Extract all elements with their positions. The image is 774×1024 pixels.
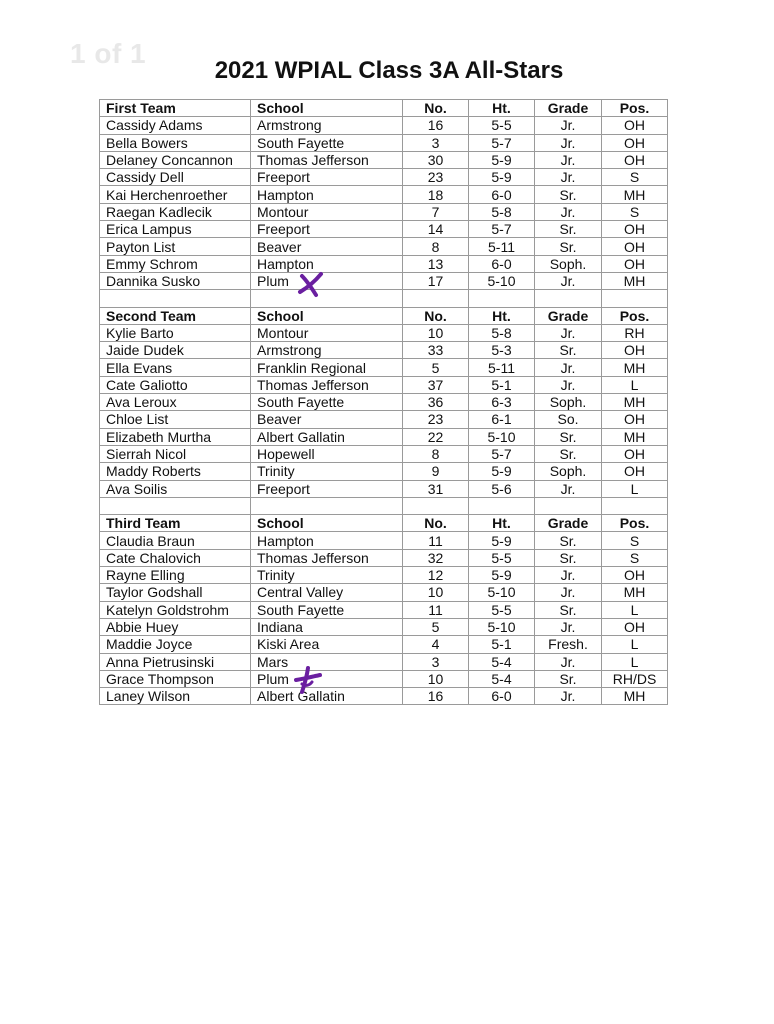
player-row — [100, 636, 668, 653]
position: OH — [602, 221, 668, 238]
school: Freeport — [251, 221, 403, 238]
jersey-number: 9 — [403, 463, 469, 480]
player-row — [100, 411, 668, 428]
column-header-school: School — [251, 100, 403, 117]
school: Montour — [251, 203, 403, 220]
school: Freeport — [251, 169, 403, 186]
player-name: Abbie Huey — [100, 618, 251, 635]
player-name: Claudia Braun — [100, 532, 251, 549]
grade: Jr. — [535, 324, 602, 341]
grade: Jr. — [535, 151, 602, 168]
column-header-jersey-number: No. — [403, 515, 469, 532]
empty-cell — [535, 497, 602, 514]
player-name: Chloe List — [100, 411, 251, 428]
team-header-row — [100, 307, 668, 324]
grade: Soph. — [535, 463, 602, 480]
jersey-number: 10 — [403, 584, 469, 601]
player-row — [100, 653, 668, 670]
height: 5-10 — [469, 272, 535, 289]
jersey-number: 16 — [403, 117, 469, 134]
height: 5-9 — [469, 169, 535, 186]
player-name: Rayne Elling — [100, 567, 251, 584]
height: 6-0 — [469, 186, 535, 203]
school: Trinity — [251, 567, 403, 584]
player-name: Dannika Susko — [100, 272, 251, 289]
jersey-number: 12 — [403, 567, 469, 584]
school: South Fayette — [251, 394, 403, 411]
empty-cell — [100, 497, 251, 514]
position: OH — [602, 411, 668, 428]
jersey-number: 14 — [403, 221, 469, 238]
team-name-header: First Team — [100, 100, 251, 117]
grade: Jr. — [535, 653, 602, 670]
grade: Sr. — [535, 186, 602, 203]
height: 6-0 — [469, 255, 535, 272]
all-stars-table — [99, 99, 668, 705]
height: 5-10 — [469, 618, 535, 635]
player-name: Sierrah Nicol — [100, 445, 251, 462]
jersey-number: 31 — [403, 480, 469, 497]
school: Thomas Jefferson — [251, 151, 403, 168]
height: 5-11 — [469, 238, 535, 255]
jersey-number: 13 — [403, 255, 469, 272]
grade: Sr. — [535, 532, 602, 549]
school: Kiski Area — [251, 636, 403, 653]
player-name: Erica Lampus — [100, 221, 251, 238]
team-header-row — [100, 515, 668, 532]
column-header-school: School — [251, 515, 403, 532]
empty-cell — [251, 497, 403, 514]
school: Mars — [251, 653, 403, 670]
school: South Fayette — [251, 134, 403, 151]
position: MH — [602, 359, 668, 376]
player-row — [100, 670, 668, 687]
grade: Jr. — [535, 480, 602, 497]
player-name: Ava Leroux — [100, 394, 251, 411]
school: Freeport — [251, 480, 403, 497]
grade: Fresh. — [535, 636, 602, 653]
height: 5-7 — [469, 445, 535, 462]
height: 5-9 — [469, 532, 535, 549]
player-row — [100, 376, 668, 393]
grade: Sr. — [535, 670, 602, 687]
empty-cell — [469, 497, 535, 514]
jersey-number: 5 — [403, 618, 469, 635]
player-name: Ava Soilis — [100, 480, 251, 497]
jersey-number: 5 — [403, 359, 469, 376]
player-row — [100, 324, 668, 341]
empty-cell — [403, 497, 469, 514]
column-header-grade: Grade — [535, 100, 602, 117]
height: 5-6 — [469, 480, 535, 497]
position: L — [602, 636, 668, 653]
empty-cell — [602, 497, 668, 514]
grade: Jr. — [535, 203, 602, 220]
jersey-number: 3 — [403, 134, 469, 151]
grade: Soph. — [535, 255, 602, 272]
grade: Sr. — [535, 342, 602, 359]
position: MH — [602, 688, 668, 705]
position: OH — [602, 151, 668, 168]
spacer-row — [100, 290, 668, 307]
school: Albert Gallatin — [251, 428, 403, 445]
grade: Jr. — [535, 376, 602, 393]
position: MH — [602, 186, 668, 203]
column-header-grade: Grade — [535, 515, 602, 532]
empty-cell — [535, 290, 602, 307]
grade: Jr. — [535, 584, 602, 601]
height: 5-10 — [469, 584, 535, 601]
position: OH — [602, 342, 668, 359]
height: 5-9 — [469, 567, 535, 584]
jersey-number: 23 — [403, 169, 469, 186]
empty-cell — [251, 290, 403, 307]
height: 5-1 — [469, 636, 535, 653]
school: Beaver — [251, 411, 403, 428]
player-name: Maddy Roberts — [100, 463, 251, 480]
grade: Jr. — [535, 272, 602, 289]
school: South Fayette — [251, 601, 403, 618]
position: OH — [602, 117, 668, 134]
height: 6-1 — [469, 411, 535, 428]
player-row — [100, 169, 668, 186]
jersey-number: 7 — [403, 203, 469, 220]
school: Plum — [251, 670, 403, 687]
player-name: Anna Pietrusinski — [100, 653, 251, 670]
column-header-position: Pos. — [602, 307, 668, 324]
player-row — [100, 688, 668, 705]
school: Armstrong — [251, 342, 403, 359]
position: L — [602, 480, 668, 497]
grade: Sr. — [535, 428, 602, 445]
player-name: Elizabeth Murtha — [100, 428, 251, 445]
height: 5-9 — [469, 151, 535, 168]
jersey-number: 16 — [403, 688, 469, 705]
grade: Jr. — [535, 169, 602, 186]
column-header-height: Ht. — [469, 515, 535, 532]
position: MH — [602, 584, 668, 601]
jersey-number: 4 — [403, 636, 469, 653]
jersey-number: 33 — [403, 342, 469, 359]
position: OH — [602, 463, 668, 480]
height: 5-7 — [469, 221, 535, 238]
height: 5-4 — [469, 670, 535, 687]
player-row — [100, 394, 668, 411]
player-name: Katelyn Goldstrohm — [100, 601, 251, 618]
school: Indiana — [251, 618, 403, 635]
position: OH — [602, 445, 668, 462]
height: 5-7 — [469, 134, 535, 151]
player-row — [100, 480, 668, 497]
grade: Sr. — [535, 221, 602, 238]
position: MH — [602, 394, 668, 411]
height: 5-4 — [469, 653, 535, 670]
player-row — [100, 255, 668, 272]
school: Hampton — [251, 186, 403, 203]
school: Albert Gallatin — [251, 688, 403, 705]
jersey-number: 10 — [403, 324, 469, 341]
player-row — [100, 342, 668, 359]
school: Armstrong — [251, 117, 403, 134]
height: 5-8 — [469, 324, 535, 341]
school: Franklin Regional — [251, 359, 403, 376]
team-name-header: Third Team — [100, 515, 251, 532]
page-title: 2021 WPIAL Class 3A All-Stars — [214, 57, 564, 84]
height: 5-10 — [469, 428, 535, 445]
grade: Jr. — [535, 567, 602, 584]
school: Hampton — [251, 255, 403, 272]
player-row — [100, 445, 668, 462]
player-row — [100, 532, 668, 549]
column-header-grade: Grade — [535, 307, 602, 324]
position: L — [602, 653, 668, 670]
jersey-number: 10 — [403, 670, 469, 687]
position: S — [602, 549, 668, 566]
height: 6-0 — [469, 688, 535, 705]
player-row — [100, 272, 668, 289]
player-row — [100, 428, 668, 445]
empty-cell — [100, 290, 251, 307]
grade: Jr. — [535, 134, 602, 151]
school: Hampton — [251, 532, 403, 549]
player-name: Raegan Kadlecik — [100, 203, 251, 220]
player-name: Cate Chalovich — [100, 549, 251, 566]
column-header-jersey-number: No. — [403, 307, 469, 324]
jersey-number: 37 — [403, 376, 469, 393]
column-header-position: Pos. — [602, 100, 668, 117]
jersey-number: 17 — [403, 272, 469, 289]
grade: Sr. — [535, 445, 602, 462]
column-header-position: Pos. — [602, 515, 668, 532]
position: OH — [602, 255, 668, 272]
jersey-number: 30 — [403, 151, 469, 168]
spacer-row — [100, 497, 668, 514]
height: 6-3 — [469, 394, 535, 411]
player-row — [100, 549, 668, 566]
school: Plum — [251, 272, 403, 289]
player-name: Emmy Schrom — [100, 255, 251, 272]
height: 5-5 — [469, 549, 535, 566]
grade: Sr. — [535, 549, 602, 566]
player-row — [100, 151, 668, 168]
player-name: Ella Evans — [100, 359, 251, 376]
player-row — [100, 618, 668, 635]
player-row — [100, 186, 668, 203]
position: L — [602, 601, 668, 618]
player-row — [100, 221, 668, 238]
position: S — [602, 169, 668, 186]
height: 5-3 — [469, 342, 535, 359]
player-name: Delaney Concannon — [100, 151, 251, 168]
player-name: Cate Galiotto — [100, 376, 251, 393]
grade: Jr. — [535, 359, 602, 376]
jersey-number: 3 — [403, 653, 469, 670]
jersey-number: 22 — [403, 428, 469, 445]
position: OH — [602, 567, 668, 584]
player-name: Maddie Joyce — [100, 636, 251, 653]
jersey-number: 18 — [403, 186, 469, 203]
player-row — [100, 359, 668, 376]
grade: Soph. — [535, 394, 602, 411]
player-row — [100, 463, 668, 480]
position: RH/DS — [602, 670, 668, 687]
player-row — [100, 238, 668, 255]
empty-cell — [602, 290, 668, 307]
column-header-height: Ht. — [469, 100, 535, 117]
position: L — [602, 376, 668, 393]
grade: Jr. — [535, 618, 602, 635]
grade: Jr. — [535, 688, 602, 705]
player-row — [100, 203, 668, 220]
player-name: Laney Wilson — [100, 688, 251, 705]
player-row — [100, 567, 668, 584]
jersey-number: 11 — [403, 601, 469, 618]
position: OH — [602, 134, 668, 151]
school: Thomas Jefferson — [251, 549, 403, 566]
jersey-number: 32 — [403, 549, 469, 566]
height: 5-1 — [469, 376, 535, 393]
school: Thomas Jefferson — [251, 376, 403, 393]
player-row — [100, 601, 668, 618]
grade: Sr. — [535, 238, 602, 255]
player-row — [100, 117, 668, 134]
position: OH — [602, 618, 668, 635]
column-header-school: School — [251, 307, 403, 324]
height: 5-5 — [469, 117, 535, 134]
player-name: Jaide Dudek — [100, 342, 251, 359]
player-name: Cassidy Adams — [100, 117, 251, 134]
school: Hopewell — [251, 445, 403, 462]
jersey-number: 8 — [403, 445, 469, 462]
position: MH — [602, 428, 668, 445]
height: 5-11 — [469, 359, 535, 376]
jersey-number: 36 — [403, 394, 469, 411]
player-name: Kai Herchenroether — [100, 186, 251, 203]
player-name: Grace Thompson — [100, 670, 251, 687]
column-header-jersey-number: No. — [403, 100, 469, 117]
jersey-number: 23 — [403, 411, 469, 428]
school: Trinity — [251, 463, 403, 480]
school: Beaver — [251, 238, 403, 255]
position: MH — [602, 272, 668, 289]
team-name-header: Second Team — [100, 307, 251, 324]
height: 5-8 — [469, 203, 535, 220]
empty-cell — [403, 290, 469, 307]
jersey-number: 8 — [403, 238, 469, 255]
school: Montour — [251, 324, 403, 341]
grade: So. — [535, 411, 602, 428]
empty-cell — [469, 290, 535, 307]
height: 5-5 — [469, 601, 535, 618]
player-name: Payton List — [100, 238, 251, 255]
grade: Sr. — [535, 601, 602, 618]
grade: Jr. — [535, 117, 602, 134]
school: Central Valley — [251, 584, 403, 601]
player-row — [100, 584, 668, 601]
player-row — [100, 134, 668, 151]
team-header-row — [100, 100, 668, 117]
position: S — [602, 532, 668, 549]
column-header-height: Ht. — [469, 307, 535, 324]
player-name: Cassidy Dell — [100, 169, 251, 186]
player-name: Kylie Barto — [100, 324, 251, 341]
position: OH — [602, 238, 668, 255]
position: RH — [602, 324, 668, 341]
height: 5-9 — [469, 463, 535, 480]
jersey-number: 11 — [403, 532, 469, 549]
position: S — [602, 203, 668, 220]
player-name: Taylor Godshall — [100, 584, 251, 601]
player-name: Bella Bowers — [100, 134, 251, 151]
page-indicator: 1 of 1 — [70, 38, 147, 69]
